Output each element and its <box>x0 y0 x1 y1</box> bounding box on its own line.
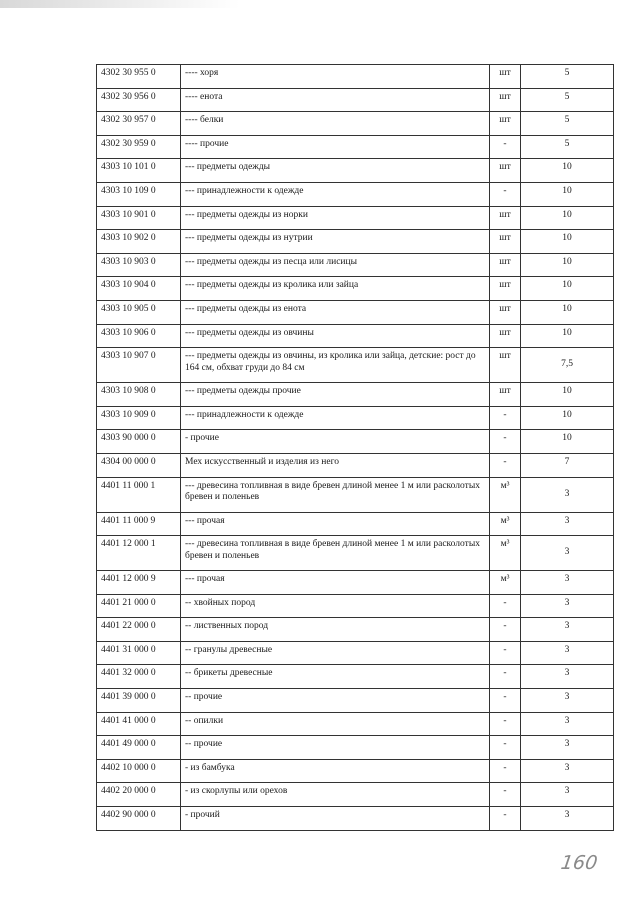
rate-cell: 3 <box>521 477 614 512</box>
tnved-code-cell: 4401 39 000 0 <box>97 689 181 713</box>
unit-cell: - <box>490 712 521 736</box>
table-row <box>97 300 614 324</box>
description-cell: --- древесина топливная в виде бревен длиной менее 1 м или расколотых бревен и поленьев <box>181 536 490 571</box>
description-cell: - прочие <box>181 430 490 454</box>
unit-cell: шт <box>490 206 521 230</box>
unit-cell: м³ <box>490 536 521 571</box>
description-cell: --- принадлежности к одежде <box>181 406 490 430</box>
tnved-code-cell: 4401 49 000 0 <box>97 736 181 760</box>
rate-cell: 3 <box>521 807 614 831</box>
rate-cell: 3 <box>521 736 614 760</box>
table-row <box>97 512 614 536</box>
description-cell: -- опилки <box>181 712 490 736</box>
tnved-code-cell: 4303 10 906 0 <box>97 324 181 348</box>
tnved-code-cell: 4303 10 908 0 <box>97 383 181 407</box>
unit-cell: - <box>490 736 521 760</box>
rate-cell: 5 <box>521 88 614 112</box>
table-row <box>97 453 614 477</box>
unit-cell: - <box>490 594 521 618</box>
rate-cell: 10 <box>521 406 614 430</box>
rate-cell: 7,5 <box>521 348 614 383</box>
rate-cell: 5 <box>521 65 614 89</box>
description-cell: -- хвойных пород <box>181 594 490 618</box>
tnved-code-cell: 4303 10 909 0 <box>97 406 181 430</box>
rate-cell: 10 <box>521 230 614 254</box>
description-cell: --- предметы одежды <box>181 159 490 183</box>
tnved-code-cell: 4302 30 955 0 <box>97 65 181 89</box>
tnved-code-cell: 4401 31 000 0 <box>97 641 181 665</box>
tnved-code-cell: 4302 30 959 0 <box>97 135 181 159</box>
description-cell: --- принадлежности к одежде <box>181 182 490 206</box>
table-row <box>97 571 614 595</box>
tnved-code-cell: 4402 10 000 0 <box>97 759 181 783</box>
unit-cell: шт <box>490 277 521 301</box>
tnved-code-cell: 4401 12 000 9 <box>97 571 181 595</box>
rate-cell: 10 <box>521 300 614 324</box>
table-row <box>97 277 614 301</box>
table-row <box>97 665 614 689</box>
table-row <box>97 253 614 277</box>
scan-edge-shadow <box>0 0 240 8</box>
rate-cell: 10 <box>521 324 614 348</box>
unit-cell: - <box>490 430 521 454</box>
description-cell: -- лиственных пород <box>181 618 490 642</box>
description-cell: ---- хоря <box>181 65 490 89</box>
table-row <box>97 736 614 760</box>
description-cell: -- гранулы древесные <box>181 641 490 665</box>
tnved-code-cell: 4401 11 000 9 <box>97 512 181 536</box>
rate-cell: 3 <box>521 641 614 665</box>
tnved-code-cell: 4303 10 101 0 <box>97 159 181 183</box>
rate-cell: 10 <box>521 430 614 454</box>
unit-cell: шт <box>490 88 521 112</box>
tnved-code-cell: 4303 10 903 0 <box>97 253 181 277</box>
description-cell: --- прочая <box>181 571 490 595</box>
table-row <box>97 689 614 713</box>
rate-cell: 7 <box>521 453 614 477</box>
description-cell: -- брикеты древесные <box>181 665 490 689</box>
description-cell: --- прочая <box>181 512 490 536</box>
tnved-code-cell: 4303 10 904 0 <box>97 277 181 301</box>
unit-cell: м³ <box>490 512 521 536</box>
tnved-code-cell: 4303 10 109 0 <box>97 182 181 206</box>
table-row <box>97 135 614 159</box>
description-cell: --- предметы одежды из норки <box>181 206 490 230</box>
table-row <box>97 641 614 665</box>
table-row <box>97 324 614 348</box>
rate-cell: 10 <box>521 277 614 301</box>
rate-cell: 10 <box>521 383 614 407</box>
tnved-code-cell: 4401 22 000 0 <box>97 618 181 642</box>
unit-cell: шт <box>490 300 521 324</box>
table-row <box>97 477 614 512</box>
unit-cell: - <box>490 783 521 807</box>
description-cell: - из бамбука <box>181 759 490 783</box>
description-cell: -- прочие <box>181 736 490 760</box>
rate-cell: 5 <box>521 135 614 159</box>
description-cell: --- предметы одежды из овчины, из кролика или зайца, детские: рост до 164 см, обхват груди до 84 см <box>181 348 490 383</box>
table-row <box>97 65 614 89</box>
description-cell: --- предметы одежды из енота <box>181 300 490 324</box>
tnved-code-cell: 4402 90 000 0 <box>97 807 181 831</box>
rate-cell: 3 <box>521 512 614 536</box>
description-cell: --- предметы одежды из нутрии <box>181 230 490 254</box>
rate-cell: 5 <box>521 112 614 136</box>
table-row <box>97 618 614 642</box>
tnved-code-cell: 4401 11 000 1 <box>97 477 181 512</box>
description-cell: ---- енота <box>181 88 490 112</box>
table-row <box>97 348 614 383</box>
description-cell: - прочий <box>181 807 490 831</box>
unit-cell: шт <box>490 65 521 89</box>
rate-cell: 3 <box>521 759 614 783</box>
description-cell: Мех искусственный и изделия из него <box>181 453 490 477</box>
unit-cell: шт <box>490 230 521 254</box>
rate-cell: 10 <box>521 206 614 230</box>
rate-cell: 3 <box>521 536 614 571</box>
rate-cell: 10 <box>521 253 614 277</box>
unit-cell: м³ <box>490 477 521 512</box>
rate-cell: 3 <box>521 712 614 736</box>
table-row <box>97 783 614 807</box>
unit-cell: шт <box>490 253 521 277</box>
tnved-code-cell: 4401 41 000 0 <box>97 712 181 736</box>
tariff-table <box>96 64 614 831</box>
page-number: 160 <box>559 852 599 874</box>
table-row <box>97 206 614 230</box>
table-row <box>97 230 614 254</box>
table-row <box>97 430 614 454</box>
unit-cell: - <box>490 807 521 831</box>
unit-cell: - <box>490 406 521 430</box>
unit-cell: - <box>490 182 521 206</box>
rate-cell: 3 <box>521 594 614 618</box>
unit-cell: - <box>490 618 521 642</box>
tnved-code-cell: 4401 12 000 1 <box>97 536 181 571</box>
unit-cell: - <box>490 453 521 477</box>
unit-cell: шт <box>490 383 521 407</box>
tnved-code-cell: 4402 20 000 0 <box>97 783 181 807</box>
description-cell: --- древесина топливная в виде бревен длиной менее 1 м или расколотых бревен и поленьев <box>181 477 490 512</box>
table-row <box>97 88 614 112</box>
unit-cell: шт <box>490 348 521 383</box>
unit-cell: м³ <box>490 571 521 595</box>
unit-cell: - <box>490 641 521 665</box>
unit-cell: - <box>490 689 521 713</box>
tnved-code-cell: 4304 00 000 0 <box>97 453 181 477</box>
rate-cell: 3 <box>521 571 614 595</box>
table-row <box>97 112 614 136</box>
unit-cell: - <box>490 135 521 159</box>
description-cell: -- прочие <box>181 689 490 713</box>
unit-cell: шт <box>490 112 521 136</box>
description-cell: --- предметы одежды из овчины <box>181 324 490 348</box>
table-row <box>97 383 614 407</box>
tnved-code-cell: 4303 10 902 0 <box>97 230 181 254</box>
description-cell: --- предметы одежды прочие <box>181 383 490 407</box>
tariff-table-body <box>97 65 614 831</box>
tnved-code-cell: 4401 32 000 0 <box>97 665 181 689</box>
table-row <box>97 406 614 430</box>
description-cell: ---- белки <box>181 112 490 136</box>
table-row <box>97 594 614 618</box>
tnved-code-cell: 4401 21 000 0 <box>97 594 181 618</box>
description-cell: ---- прочие <box>181 135 490 159</box>
table-row <box>97 536 614 571</box>
table-row <box>97 807 614 831</box>
rate-cell: 3 <box>521 665 614 689</box>
table-row <box>97 712 614 736</box>
description-cell: --- предметы одежды из песца или лисицы <box>181 253 490 277</box>
unit-cell: - <box>490 665 521 689</box>
tnved-code-cell: 4302 30 956 0 <box>97 88 181 112</box>
tnved-code-cell: 4303 10 901 0 <box>97 206 181 230</box>
unit-cell: - <box>490 759 521 783</box>
unit-cell: шт <box>490 159 521 183</box>
table-row <box>97 159 614 183</box>
unit-cell: шт <box>490 324 521 348</box>
rate-cell: 3 <box>521 783 614 807</box>
rate-cell: 10 <box>521 182 614 206</box>
tnved-code-cell: 4303 10 907 0 <box>97 348 181 383</box>
tnved-code-cell: 4302 30 957 0 <box>97 112 181 136</box>
description-cell: --- предметы одежды из кролика или зайца <box>181 277 490 301</box>
tnved-code-cell: 4303 10 905 0 <box>97 300 181 324</box>
rate-cell: 10 <box>521 159 614 183</box>
description-cell: - из скорлупы или орехов <box>181 783 490 807</box>
rate-cell: 3 <box>521 689 614 713</box>
rate-cell: 3 <box>521 618 614 642</box>
table-row <box>97 182 614 206</box>
table-row <box>97 759 614 783</box>
tnved-code-cell: 4303 90 000 0 <box>97 430 181 454</box>
